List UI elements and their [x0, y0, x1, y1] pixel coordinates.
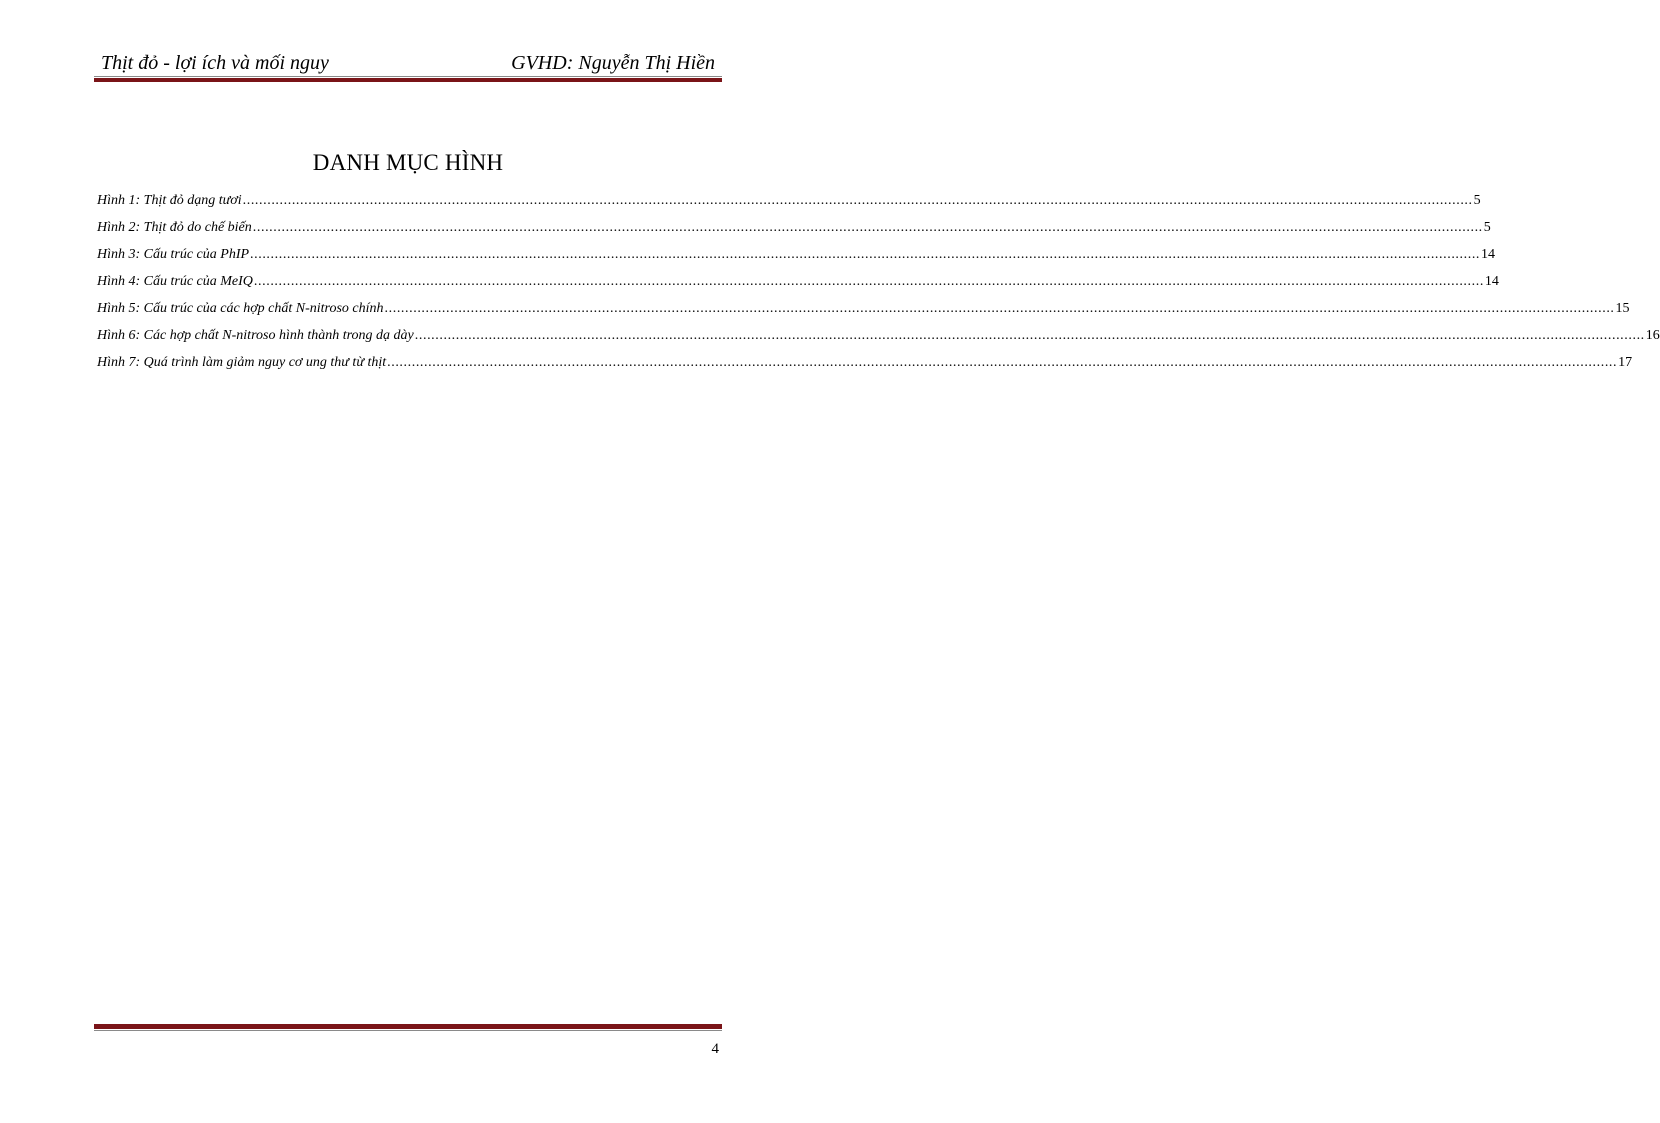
figure-entry-label: Hình 1: Thịt đỏ dạng tươi	[97, 193, 242, 208]
figure-list-item[interactable]	[97, 354, 1633, 381]
header-divider	[94, 76, 722, 82]
header-advisor: GVHD: Nguyễn Thị Hiền	[511, 52, 715, 74]
dot-leader: ............................................................................................................................................................................................................................................................................................................	[414, 328, 1645, 343]
figure-entry-label: Hình 3: Cấu trúc của PhIP	[97, 247, 250, 262]
figure-entry-page: 5	[1483, 220, 1491, 235]
figure-entry-label: Hình 4: Cấu trúc của MeIQ	[97, 274, 253, 289]
page-number: 4	[711, 1041, 719, 1057]
page-title: DANH MỤC HÌNH	[312, 150, 504, 175]
dot-leader: ............................................................................................................................................................................................................................................................................................................	[252, 220, 1483, 235]
dot-leader: ............................................................................................................................................................................................................................................................................................................	[242, 193, 1473, 208]
figure-entry-page: 17	[1618, 355, 1633, 370]
figure-list-item[interactable]	[97, 273, 1499, 300]
figure-entry-page: 15	[1615, 301, 1630, 316]
figure-list-item[interactable]	[97, 327, 1660, 354]
figure-entry-page: 14	[1484, 274, 1499, 289]
page-header	[97, 50, 721, 78]
figure-entry-label: Hình 7: Quá trình làm giảm nguy cơ ung thư từ thịt	[97, 355, 387, 370]
dot-leader: ............................................................................................................................................................................................................................................................................................................	[253, 274, 1484, 289]
figure-list	[97, 192, 1660, 381]
figure-list-item[interactable]	[97, 219, 1491, 246]
figure-entry-page: 16	[1645, 328, 1660, 343]
figure-list-item[interactable]	[97, 246, 1496, 273]
figure-entry-label: Hình 6: Các hợp chất N-nitroso hình thành trong dạ dày	[97, 328, 414, 343]
dot-leader: ............................................................................................................................................................................................................................................................................................................	[384, 301, 1615, 316]
figure-list-item[interactable]	[97, 192, 1481, 219]
dot-leader: ............................................................................................................................................................................................................................................................................................................	[250, 247, 1481, 262]
figure-entry-page: 5	[1473, 193, 1481, 208]
figure-entry-label: Hình 2: Thịt đỏ do chế biến	[97, 220, 252, 235]
dot-leader: ............................................................................................................................................................................................................................................................................................................	[387, 355, 1618, 370]
figure-entry-page: 14	[1481, 247, 1496, 262]
figure-entry-label: Hình 5: Cấu trúc của các hợp chất N-nitroso chính	[97, 301, 384, 316]
header-document-title: Thịt đỏ - lợi ích và mối nguy	[101, 52, 329, 74]
figure-list-item[interactable]	[97, 300, 1630, 327]
footer-divider	[94, 1024, 722, 1031]
